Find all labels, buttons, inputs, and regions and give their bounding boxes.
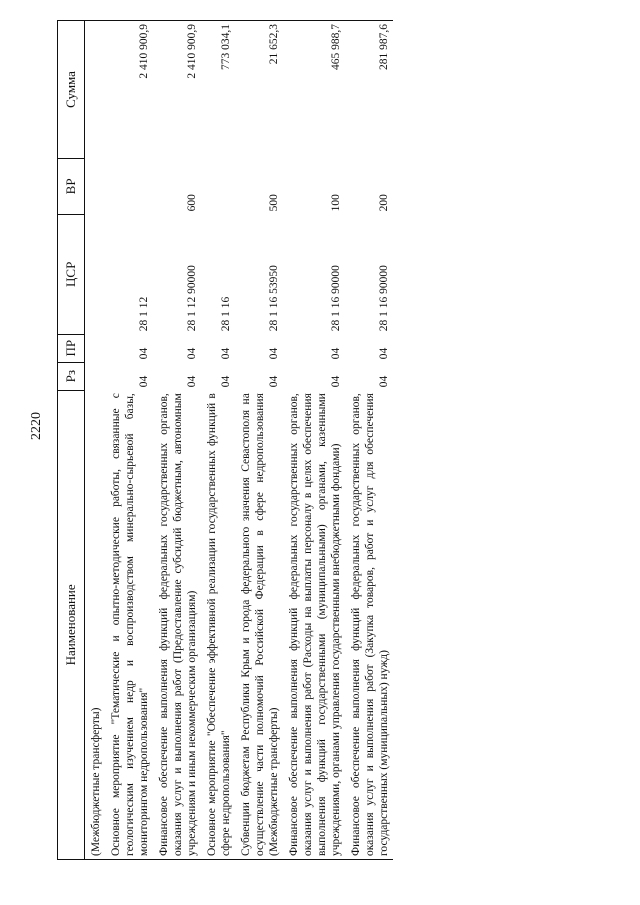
row-pr: 04: [268, 347, 280, 360]
row-csr: 28 1 16 90000: [330, 265, 342, 332]
row-csr: [85, 214, 106, 334]
header-rz: Рз: [58, 362, 85, 390]
row-rz: 04: [378, 375, 390, 388]
row-sum: 21 652,3: [235, 21, 283, 159]
table-row: [235, 21, 283, 860]
row-name: (Межбюджетные трансферты): [85, 390, 106, 859]
row-pr: 04: [378, 347, 390, 360]
row-rz: 04: [268, 375, 280, 388]
page-number: 2220: [29, 412, 44, 440]
row-name: Основное мероприятие "Тематические и опытно-методические работы, связанные с геологическим изучением недр и воспроизводством минерально-сырьевой базы, мониторингом недропользования": [105, 390, 153, 859]
row-rz: 04: [330, 375, 342, 388]
table-row: [105, 21, 153, 860]
table-row: [153, 21, 201, 860]
row-name: Субвенции бюджетам Республики Крым и города федерального значения Севастополя на осуществление части полномочий Российской Федерации в сфере недропользования (Межбюджетные трансферты): [235, 390, 283, 859]
row-rz: 04: [138, 375, 150, 388]
header-csr: ЦСР: [58, 214, 85, 334]
row-csr: 28 1 16: [220, 296, 232, 332]
row-pr: [85, 334, 106, 362]
row-csr: 28 1 12 90000: [186, 265, 198, 332]
row-vr: 600: [186, 194, 198, 212]
table-row: [85, 21, 106, 860]
budget-table: [57, 20, 393, 860]
row-vr: [201, 158, 235, 214]
row-rz: 04: [186, 375, 198, 388]
row-name: Финансовое обеспечение выполнения функций федеральных государственных органов, оказания услуг и выполнения работ (Закупка товаров, работ и услуг для обеспечения государственных (муниципальных) нужд): [345, 390, 393, 859]
row-sum: 2 410 900,9: [153, 21, 201, 159]
row-sum: [85, 21, 106, 159]
row-rz: 04: [220, 375, 232, 388]
row-sum: 773 034,1: [201, 21, 235, 159]
row-vr: [85, 158, 106, 214]
row-sum: 465 988,7: [283, 21, 345, 159]
header-vr: ВР: [58, 158, 85, 214]
document-page: [29, 20, 605, 860]
row-name: Основное мероприятие "Обеспечение эффективной реализации государственных функций в сфере недропользования": [201, 390, 235, 859]
row-sum: 2 410 900,9: [105, 21, 153, 159]
row-vr: 500: [268, 194, 280, 212]
row-vr: 100: [330, 194, 342, 212]
table-header-row: [58, 21, 85, 860]
row-vr: 200: [378, 194, 390, 212]
header-name: Наименование: [58, 390, 85, 859]
row-name: Финансовое обеспечение выполнения функций федеральных государственных органов, оказания услуг и выполнения работ (Расходы на выплаты персоналу в целях обеспечения выполнения функций государственными (муниципальными) органами, казенными учреждениями, органами управления государственными внебюджетными фондами): [283, 390, 345, 859]
row-sum: 281 987,6: [345, 21, 393, 159]
row-pr: 04: [330, 347, 342, 360]
row-csr: 28 1 12: [138, 296, 150, 332]
row-rz: [85, 362, 106, 390]
row-pr: 04: [138, 347, 150, 360]
header-sum: Сумма: [58, 21, 85, 159]
row-pr: 04: [220, 347, 232, 360]
row-csr: 28 1 16 90000: [378, 265, 390, 332]
row-vr: [105, 158, 153, 214]
row-name: Финансовое обеспечение выполнения функций федеральных государственных органов, оказания услуг и выполнения работ (Предоставление субсидий бюджетным, автономным учреждениям и иным некоммерческим организациям): [153, 390, 201, 859]
row-pr: 04: [186, 347, 198, 360]
table-row: [283, 21, 345, 860]
row-csr: 28 1 16 53950: [268, 265, 280, 332]
table-row: [201, 21, 235, 860]
header-pr: ПР: [58, 334, 85, 362]
table-row: [345, 21, 393, 860]
